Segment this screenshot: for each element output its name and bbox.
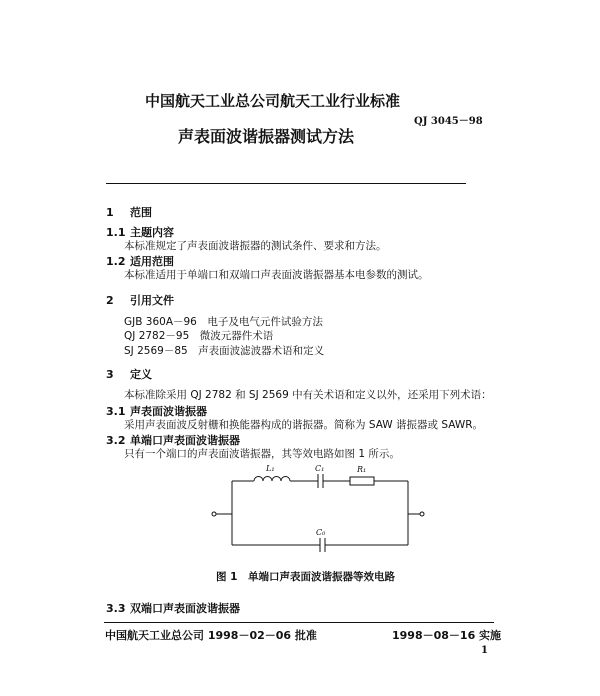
section-3-body: 本标准除采用 QJ 2782 和 SJ 2569 中有关术语和定义以外，还采用下列术语： <box>124 389 492 401</box>
section-title: 主题内容 <box>130 226 174 239</box>
section-number: 3.1 <box>106 405 126 418</box>
resistor-label: R₁ <box>357 465 367 474</box>
section-number: 1 <box>106 206 114 219</box>
section-number: 2 <box>106 294 114 307</box>
reference-item: SJ 2569－85 声表面波滤波器术语和定义 <box>124 345 325 357</box>
parallel-capacitor-label: C₀ <box>316 528 326 537</box>
right-terminal-icon <box>420 512 424 516</box>
section-title: 引用文件 <box>130 294 174 307</box>
left-terminal-icon <box>212 512 216 516</box>
section-title: 范围 <box>130 206 152 219</box>
section-3-3-heading <box>106 600 240 616</box>
section-title: 适用范围 <box>130 255 174 268</box>
section-number: 1.2 <box>106 255 126 268</box>
section-title: 单端口声表面波谐振器 <box>130 434 240 447</box>
section-3-2-body: 只有一个端口的声表面波谐振器，其等效电路如图 1 所示。 <box>124 448 400 460</box>
section-title: 双端口声表面波谐振器 <box>130 602 240 615</box>
page-number: 1 <box>481 645 488 656</box>
resistor-icon <box>350 477 374 485</box>
section-title: 声表面波谐振器 <box>130 405 207 418</box>
section-1-1-body: 本标准规定了声表面波谐振器的测试条件、要求和方法。 <box>124 240 387 252</box>
section-number: 3.2 <box>106 434 126 447</box>
inductor-label: L₁ <box>266 464 275 473</box>
section-number: 3 <box>106 368 114 381</box>
series-capacitor-label: C₁ <box>315 464 325 473</box>
section-number: 1.1 <box>106 226 126 239</box>
section-title: 定义 <box>130 368 152 381</box>
footer-divider <box>104 622 494 623</box>
effective-date: 1998－08－16 实施 <box>392 629 502 642</box>
document-title: 声表面波谐振器测试方法 <box>178 127 355 146</box>
standard-code: QJ 3045－98 <box>414 116 483 127</box>
section-3-1-body: 采用声表面波反射栅和换能器构成的谐振器。简称为 SAW 谐振器或 SAWR。 <box>124 419 484 431</box>
section-1-2-body: 本标准适用于单端口和双端口声表面波谐振器基本电参数的测试。 <box>124 269 429 281</box>
reference-item: GJB 360A－96 电子及电气元件试验方法 <box>124 316 323 328</box>
reference-item: QJ 2782－95 微波元器件术语 <box>124 330 274 342</box>
issuing-organization: 中国航天工业总公司航天工业行业标准 <box>145 92 401 110</box>
approval-date: 中国航天工业总公司 1998－02－06 批准 <box>105 629 317 642</box>
inductor-icon <box>254 477 290 481</box>
section-number: 3.3 <box>106 602 126 615</box>
figure-caption: 图 1 单端口声表面波谐振器等效电路 <box>216 571 395 583</box>
